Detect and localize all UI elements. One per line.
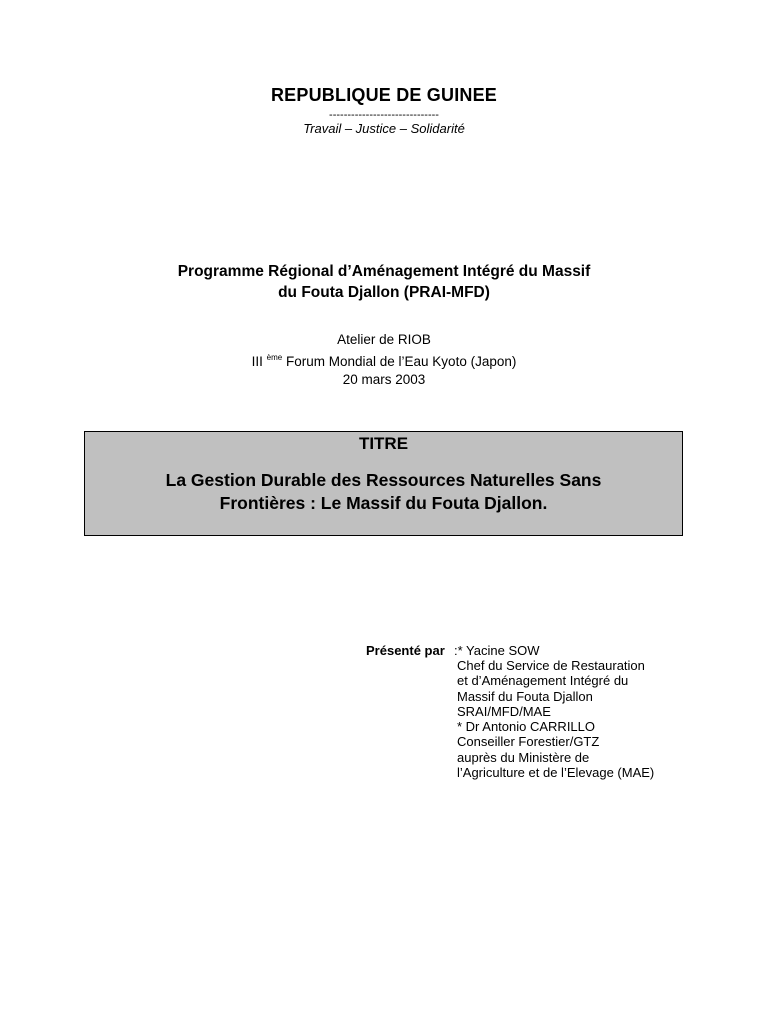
presenter-line: SRAI/MFD/MAE [457,703,551,719]
national-motto: Travail – Justice – Solidarité [303,121,465,136]
event-date: 20 mars 2003 [342,372,426,387]
title-box [84,431,683,536]
document-title-line-1: La Gestion Durable des Ressources Naturelles Sans [165,470,602,490]
country-heading: REPUBLIQUE DE GUINEE [270,85,498,105]
presenter-line: et d’Aménagement Intégré du [457,673,629,689]
title-label: TITRE [358,434,409,453]
program-title-line-2: du Fouta Djallon (PRAI-MFD) [278,284,490,301]
presenter-line: auprès du Ministère de [457,749,590,765]
program-title [0,261,768,303]
presenter-line: * Dr Antonio CARRILLO [457,719,596,735]
forum-title: Forum Mondial de l’Eau Kyoto (Japon) [285,354,517,369]
forum-ordinal-suffix: ème [266,353,283,362]
presenter-first-name: :* Yacine SOW [454,643,540,658]
event-info [0,331,768,389]
forum-ordinal: III [251,354,263,369]
presenter-details [457,658,654,780]
program-title-line-1: Programme Régional d’Aménagement Intégré du Massif [177,263,591,280]
heading-separator: ------------------------------ [329,109,439,121]
forum-name [0,349,768,371]
presenter-line: Massif du Fouta Djallon [457,688,593,704]
presenter-line: Chef du Service de Restauration [457,658,645,673]
presenter-line: Conseiller Forestier/GTZ [457,734,600,750]
presenter-label: Présenté par [366,643,445,658]
document-title [85,469,682,515]
presenter-line: l’Agriculture et de l’Elevage (MAE) [457,765,655,781]
workshop-name: Atelier de RIOB [337,332,431,347]
document-title-line-2: Frontières : Le Massif du Fouta Djallon. [219,493,548,513]
